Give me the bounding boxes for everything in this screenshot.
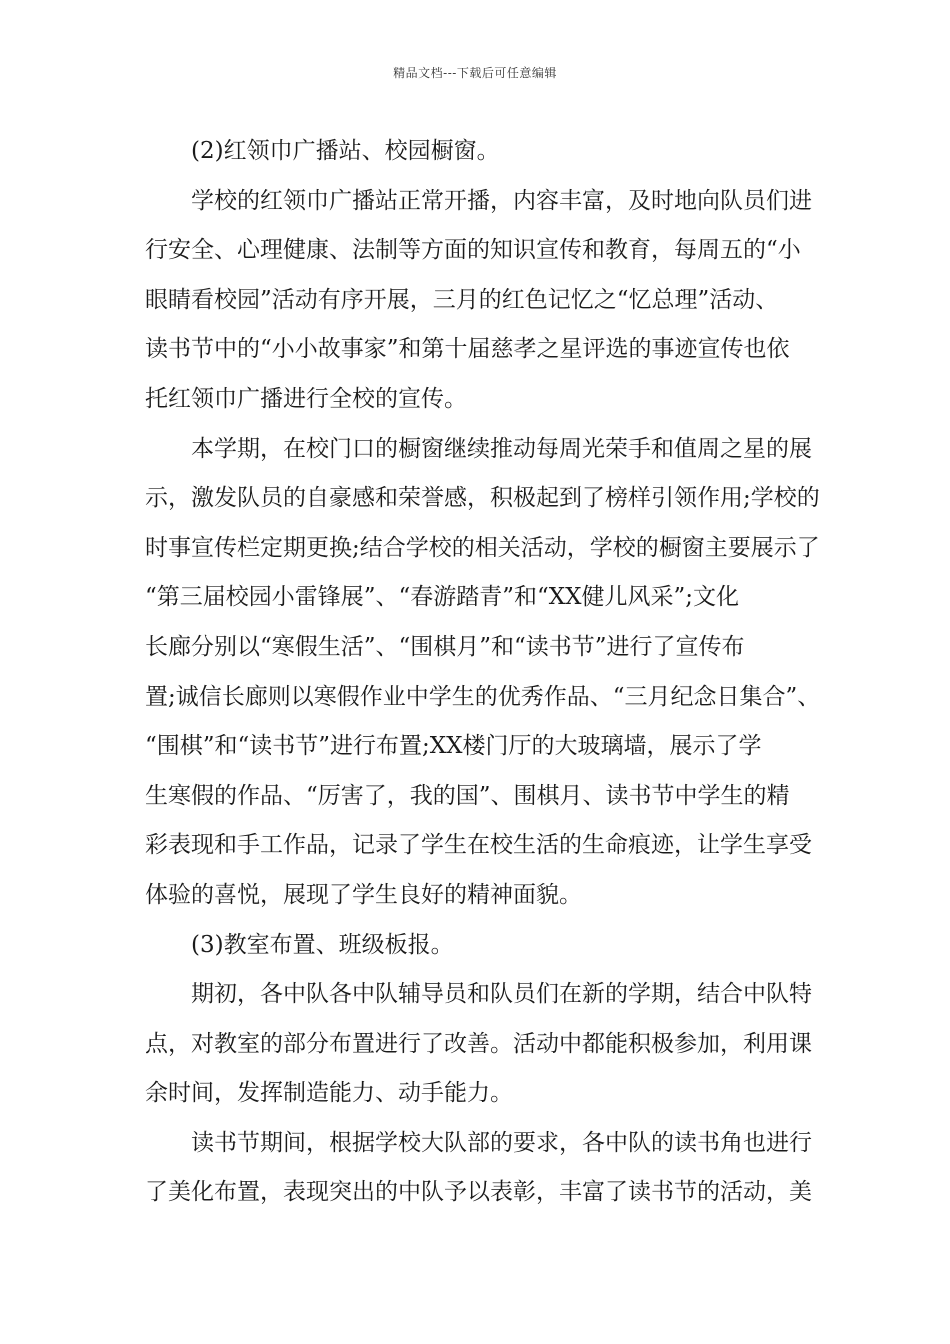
text-line: 时事宣传栏定期更换;结合学校的相关活动，学校的橱窗主要展示了 xyxy=(145,534,820,561)
paragraph-section-3-heading xyxy=(145,921,810,971)
text-line: 期初，各中队各中队辅导员和队员们在新的学期，结合中队特 xyxy=(191,981,812,1008)
text-line: 读书节中的“小小故事家”和第十届慈孝之星评选的事迹宣传也依 xyxy=(145,336,790,363)
text-line: 置;诚信长廊则以寒假作业中学生的优秀作品、“三月纪念日集合”、 xyxy=(145,683,821,710)
text-line: 学校的红领巾广播站正常开播，内容丰富，及时地向队员们进 xyxy=(191,187,812,214)
paragraph-section-2-heading xyxy=(145,127,810,177)
text-line: “围棋”和“读书节”进行布置;XX楼门厅的大玻璃墙，展示了学 xyxy=(145,733,762,760)
paragraph-showcase-window xyxy=(145,425,821,921)
text-line: 长廊分别以“寒假生活”、“围棋月”和“读书节”进行了宣传布 xyxy=(145,633,745,660)
text-line: 彩表现和手工作品，记录了学生在校生活的生命痕迹，让学生享受 xyxy=(145,832,812,859)
text-line: 读书节期间，根据学校大队部的要求，各中队的读书角也进行 xyxy=(191,1129,812,1156)
text-line: 了美化布置，表现突出的中队予以表彰，丰富了读书节的活动，美 xyxy=(145,1179,812,1206)
text-line: “第三届校园小雷锋展”、“春游踏青”和“XX健儿风采”;文化 xyxy=(145,584,740,611)
paragraph-broadcast-station xyxy=(145,177,810,425)
page-header: 精品文档---下载后可任意编辑 xyxy=(393,66,557,80)
text-line: 点，对教室的部分布置进行了改善。活动中都能积极参加，利用课 xyxy=(145,1030,812,1057)
text-line: (2)红领巾广播站、校园橱窗。 xyxy=(191,138,500,164)
text-line: 余时间，发挥制造能力、动手能力。 xyxy=(145,1080,513,1107)
text-line: 本学期，在校门口的橱窗继续推动每周光荣手和值周之星的展 xyxy=(191,435,812,462)
text-line: 行安全、心理健康、法制等方面的知识宣传和教育，每周五的“小 xyxy=(145,237,801,264)
text-line: 托红领巾广播进行全校的宣传。 xyxy=(145,385,467,412)
text-line: 眼睛看校园”活动有序开展，三月的红色记忆之“忆总理”活动、 xyxy=(145,286,779,313)
text-line: 示，激发队员的自豪感和荣誉感，积极起到了榜样引领作用;学校的 xyxy=(145,485,820,512)
text-line: 生寒假的作品、“厉害了，我的国”、围棋月、读书节中学生的精 xyxy=(145,782,790,809)
document-body xyxy=(145,127,821,1218)
paragraph-classroom-layout xyxy=(145,970,810,1119)
text-line: 体验的喜悦，展现了学生良好的精神面貌。 xyxy=(145,881,582,908)
text-line: (3)教室布置、班级板报。 xyxy=(191,931,454,958)
paragraph-reading-festival xyxy=(145,1119,810,1218)
